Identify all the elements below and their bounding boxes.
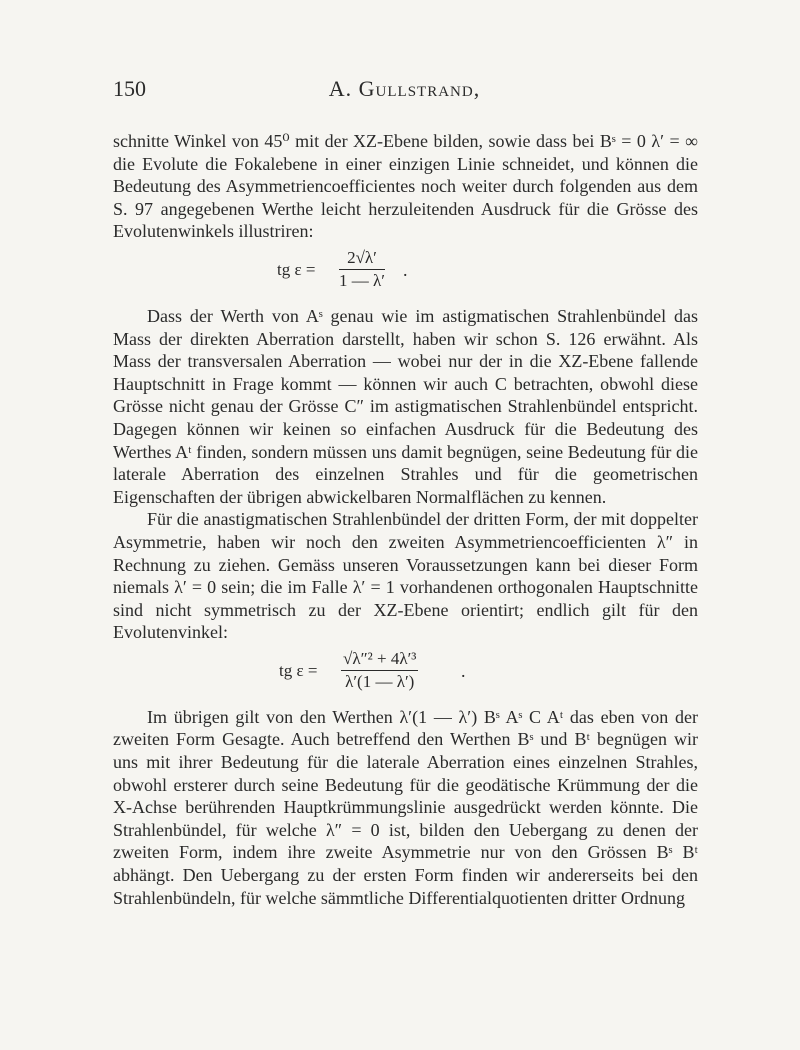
formula-denominator: λ′(1 — λ′) (345, 671, 415, 691)
formula-period: . (403, 259, 408, 280)
formula-denominator: 1 — λ′ (339, 270, 385, 290)
paragraph-3: Für die anastigmatischen Strahlenbündel der dritten Form, der mit doppelter Asymmetrie, haben wir noch den zweiten Asymmetriencoefficienten λ″ in Rechnung zu ziehen. Gemäss unseren Voraussetzungen kann bei dieser Form niemals λ′ = 0 sein; die im Falle λ′ = 1 vorhandenen orthogonalen Hauptschnitte sind nicht symmetrisch zu der XZ-Ebene orientirt; endlich gilt für den Evolutenvinkel: (113, 509, 698, 643)
paragraph-1: schnitte Winkel von 45⁰ mit der XZ-Ebene bilden, sowie dass bei Bˢ = 0 λ′ = ∞ die Evolute die Fokalebene in einer einzigen Linie schneidet, und können die Bedeutung des Asymmetriencoefficientes noch weiter durch folgenden aus dem S. 97 angegebenen Werthe leicht herzuleitenden Ausdruck für die Grösse des Evolutenwinkels illustriren: (113, 131, 698, 242)
page-header (113, 76, 696, 106)
paragraph-2: Dass der Werth von Aˢ genau wie im astigmatischen Strahlenbündel das Mass der direkten Aberration darstellt, haben wir schon S. 126 erwähnt. Als Mass der transversalen Aberration — wobei nur der in die XZ-Ebene fallende Hauptschnitt in Frage kommt — können wir auch C betrachten, obwohl diese Grösse nicht genau der Grösse C″ im astigmatischen Strahlenbündel entspricht. Dagegen können wir keinen so einfachen Ausdruck für die Bedeutung des Werthes Aᵗ finden, sondern müssen uns damit begnügen, seine Bedeutung für die laterale Aberration des einzelnen Strahles und für die geometrischen Eigenschaften der übrigen abwickelbaren Normalflächen zu kennen. (113, 305, 698, 507)
running-head: A. Gullstrand, (328, 76, 481, 101)
formula-fraction (341, 648, 418, 693)
formula-evolute-angle-1 (113, 243, 698, 305)
page-body (113, 130, 698, 909)
formula-evolute-angle-2 (113, 644, 698, 706)
formula-numerator: √λ″² + 4λ′³ (341, 648, 418, 671)
formula-lhs: tg ε = (277, 259, 316, 279)
formula-lhs: tg ε = (279, 660, 318, 680)
page-number: 150 (113, 76, 146, 101)
formula-period: . (461, 660, 466, 681)
formula-fraction (339, 247, 385, 292)
formula-numerator: 2√λ′ (339, 247, 385, 270)
paragraph-4: Im übrigen gilt von den Werthen λ′(1 — λ′) Bˢ Aˢ C Aᵗ das eben von der zweiten Form Gesagte. Auch betreffend den Werthen Bˢ und Bᵗ begnügen wir uns mit ihrer Bedeutung für die laterale Aberration eines einzelnen Strahles, obwohl ersterer durch seine Bedeutung für die geodätische Krümmung der die X-Achse berührenden Hauptkrümmungslinie ausgedrückt werden könnte. Die Strahlenbündel, für welche λ″ = 0 ist, bilden den Uebergang zu denen der zweiten Form, indem ihre zweite Asymmetrie nur von den Grössen Bˢ Bᵗ abhängt. Den Uebergang zu der ersten Form finden wir andererseits bei den Strahlenbündeln, für welche sämmtliche Differentialquotienten dritter Ordnung (113, 706, 698, 908)
